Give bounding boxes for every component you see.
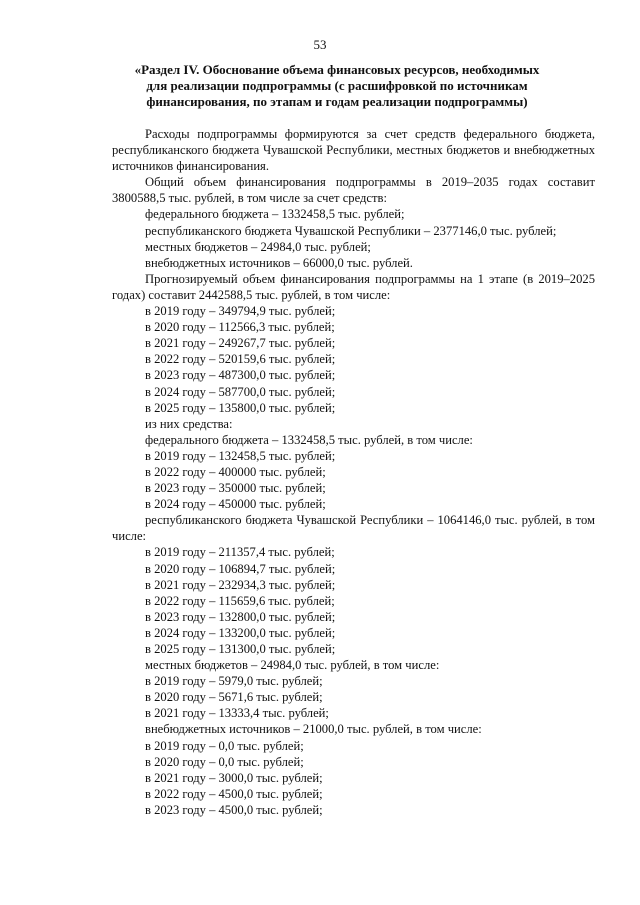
federal-heading: федерального бюджета – 1332458,5 тыс. рублей, в том числе: (145, 432, 473, 447)
page-number: 53 (313, 37, 327, 52)
list-item: в 2022 году – 4500,0 тыс. рублей; (145, 786, 323, 801)
list-item: в 2024 году – 133200,0 тыс. рублей; (145, 625, 336, 640)
list-item: в 2022 году – 115659,6 тыс. рублей; (145, 593, 335, 608)
list-item: в 2022 году – 400000 тыс. рублей; (145, 464, 326, 479)
section-heading (112, 62, 562, 110)
list-item: в 2024 году – 587700,0 тыс. рублей; (145, 384, 336, 399)
total-paragraph: Общий объем финансирования подпрограммы в 2019–2035 годах составит 3800588,5 тыс. рублей, в том числе за счет средств: (112, 175, 595, 206)
heading-line: для реализации подпрограммы (с расшифровкой по источникам (146, 78, 528, 93)
list-item: в 2019 году – 349794,9 тыс. рублей; (145, 304, 336, 319)
of-which-label: из них средства: (145, 416, 233, 431)
list-item: в 2019 году – 5979,0 тыс. рублей; (145, 674, 323, 689)
list-item: в 2021 году – 232934,3 тыс. рублей; (145, 577, 336, 592)
total-source-local: местных бюджетов – 24984,0 тыс. рублей; (145, 239, 371, 254)
list-item: в 2025 году – 131300,0 тыс. рублей; (145, 642, 336, 656)
list-item: в 2020 году – 0,0 тыс. рублей; (145, 754, 304, 769)
list-item: в 2022 году – 520159,6 тыс. рублей; (145, 352, 336, 367)
total-source-extra: внебюджетных источников – 66000,0 тыс. рублей. (145, 255, 413, 270)
list-item: в 2023 году – 487300,0 тыс. рублей; (145, 368, 336, 383)
total-source-federal: федерального бюджета – 1332458,5 тыс. рублей; (145, 207, 405, 222)
document-body (112, 126, 595, 818)
list-item: в 2021 году – 13333,4 тыс. рублей; (145, 706, 329, 721)
list-item: в 2023 году – 4500,0 тыс. рублей; (145, 802, 323, 817)
republic-years-list (112, 544, 595, 657)
heading-line: «Раздел IV. Обоснование объема финансовых ресурсов, необходимых (134, 62, 540, 77)
list-item: в 2023 году – 350000 тыс. рублей; (145, 481, 326, 496)
extra-heading: внебюджетных источников – 21000,0 тыс. рублей, в том числе: (145, 722, 482, 737)
stage1-years-list (112, 303, 595, 416)
list-item: в 2021 году – 3000,0 тыс. рублей; (145, 770, 323, 785)
heading-line: финансирования, по этапам и годам реализации подпрограммы) (146, 94, 528, 109)
intro-paragraph: Расходы подпрограммы формируются за счет средств федерального бюджета, республиканского бюджета Чувашской Республики, местных бюджетов и внебюджетных источников финансирования. (112, 127, 595, 174)
federal-years-list (112, 448, 595, 512)
extra-years-list (112, 738, 595, 818)
list-item: в 2019 году – 0,0 тыс. рублей; (145, 738, 304, 753)
local-years-list (112, 673, 595, 721)
stage1-paragraph: Прогнозируемый объем финансирования подпрограммы на 1 этапе (в 2019–2025 годах) составит 2442588,5 тыс. рублей, в том числе: (112, 271, 595, 302)
list-item: в 2020 году – 106894,7 тыс. рублей; (145, 561, 336, 576)
list-item: в 2024 году – 450000 тыс. рублей; (145, 497, 326, 512)
list-item: в 2019 году – 132458,5 тыс. рублей; (145, 448, 336, 463)
list-item: в 2020 году – 112566,3 тыс. рублей; (145, 320, 335, 335)
list-item: в 2019 году – 211357,4 тыс. рублей; (145, 545, 335, 560)
total-source-republic: республиканского бюджета Чувашской Республики – 2377146,0 тыс. рублей; (145, 223, 557, 238)
list-item: в 2021 году – 249267,7 тыс. рублей; (145, 336, 336, 351)
local-heading: местных бюджетов – 24984,0 тыс. рублей, в том числе: (145, 658, 440, 673)
list-item: в 2020 году – 5671,6 тыс. рублей; (145, 690, 323, 705)
list-item: в 2025 году – 135800,0 тыс. рублей; (145, 400, 336, 415)
list-item: в 2023 году – 132800,0 тыс. рублей; (145, 609, 336, 624)
republic-heading: республиканского бюджета Чувашской Республики – 1064146,0 тыс. рублей, в том числе: (112, 513, 595, 544)
